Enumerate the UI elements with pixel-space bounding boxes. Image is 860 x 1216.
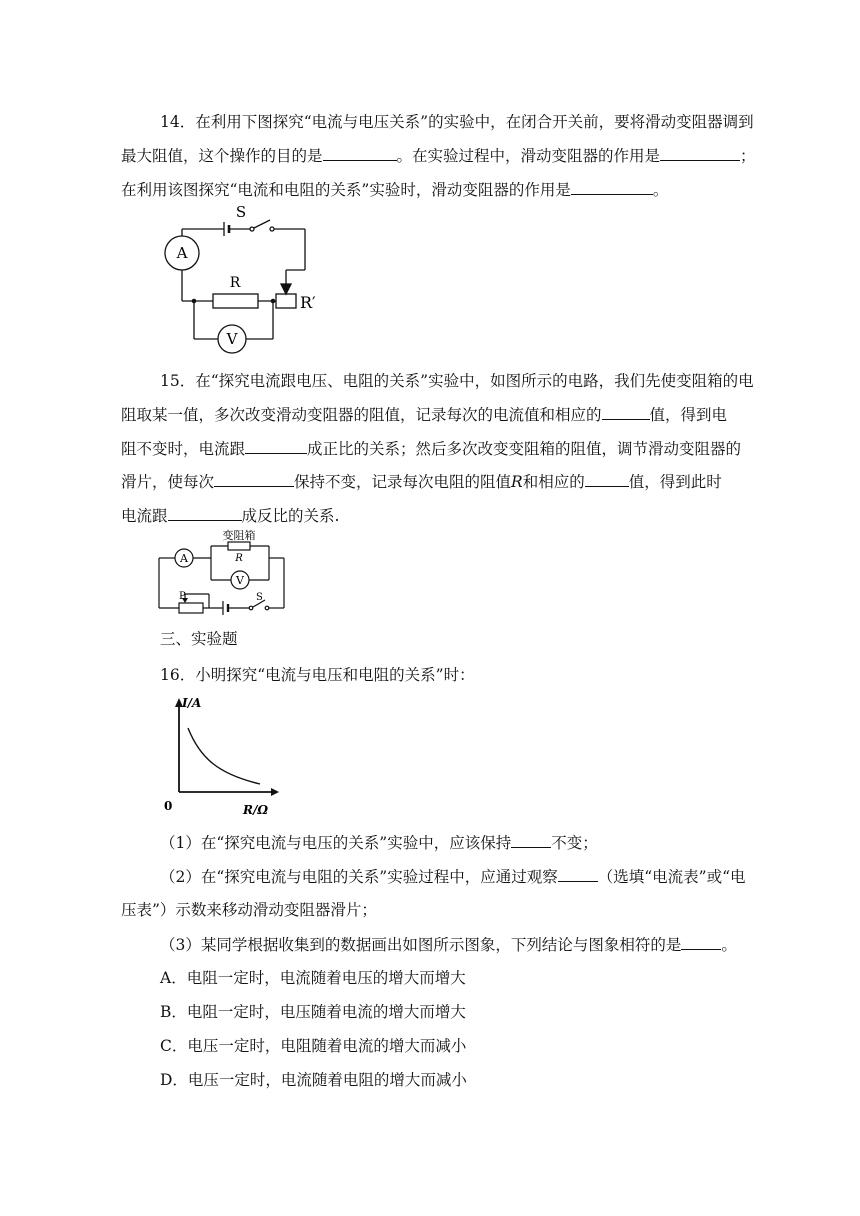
q14-blank-2 [660, 144, 740, 161]
voltmeter-label: V [236, 574, 244, 587]
resistor-label: R [229, 275, 241, 291]
q15-text: 值，得到电 [649, 406, 728, 424]
resistor-label: R [235, 553, 243, 564]
curve-line [188, 728, 260, 784]
q16-graph [160, 692, 285, 818]
switch-label: S [256, 592, 263, 603]
q15-line-2 [121, 403, 727, 426]
q16-text: （2）在“探究电流与电阻的关系”实验过程中，应通过观察 [160, 868, 558, 886]
q15-text: 值，得到此时 [628, 473, 722, 491]
q15-blank-3 [214, 470, 294, 487]
q16-text: （1）在“探究电流与电压的关系”实验中，应该保持 [160, 834, 512, 852]
q15-line-1: 15．在“探究电流跟电压、电阻的关系”实验中，如图所示的电路，我们先使变阻箱的电 [160, 372, 754, 390]
option-c: C．电压一定时，电阻随着电流的增大而减小 [160, 1037, 467, 1055]
q14-text: 在利用该图探究“电流和电阻的关系”实验时，滑动变阻器的作用是 [121, 181, 571, 199]
q15-line-4 [121, 470, 722, 493]
q15-text: 滑片，使每次 [121, 473, 215, 491]
q15-blank-2 [245, 437, 307, 454]
q15-line-3 [121, 437, 741, 460]
q14-line-1: 14．在利用下图探究“电流与电压关系”的实验中，在闭合开关前，要将滑动变阻器调到 [160, 113, 754, 131]
resistance-box-label: 变阻箱 [222, 529, 256, 542]
q15-line-5 [121, 504, 339, 527]
section-heading: 三、实验题 [160, 630, 238, 648]
q16-text: （选填“电流表”或“电 [597, 868, 746, 886]
q14-text: 。在实验过程中，滑动变阻器的作用是 [396, 147, 661, 165]
option-d: D．电压一定时，电流随着电阻的增大而减小 [160, 1071, 467, 1089]
q16-part-1 [160, 831, 598, 854]
voltmeter-label: V [226, 330, 238, 348]
ammeter-label: A [176, 244, 188, 262]
slider-label: P [179, 591, 186, 602]
q15-blank-1 [602, 403, 650, 420]
q15-text: 阻取某一值，多次改变滑动变阻器的阻值，记录每次的电流值和相应的 [121, 406, 602, 424]
q15-text: 阻不变时，电流跟 [121, 440, 246, 458]
q16-part-2-cont: 压表”）示数来移动滑动变阻器滑片； [121, 901, 377, 919]
y-axis-label: I/A [182, 696, 202, 710]
q14-blank-1 [323, 144, 397, 161]
x-axis-label: R/Ω [243, 803, 269, 817]
q15-text: 成反比的关系. [241, 507, 340, 525]
ammeter-label: A [180, 552, 188, 565]
q16-stem: 16．小明探究“电流与电压和电阻的关系”时： [160, 666, 475, 684]
q14-line-3 [121, 178, 668, 201]
q14-circuit-diagram [158, 202, 333, 360]
q16-blank-3 [681, 933, 721, 950]
q15-text: 和相应的 [522, 473, 585, 491]
q14-text: ； [740, 147, 756, 165]
q15-text: 保持不变，记录每次电阻的阻值 [294, 473, 512, 491]
q14-blank-3 [571, 178, 653, 195]
origin-label: 0 [164, 799, 173, 813]
q15-text: 电流跟 [121, 507, 168, 525]
q16-text: （3）某同学根据收集到的数据画出如图所示图象，下列结论与图象相符的是 [160, 936, 682, 954]
q14-text: 。 [652, 181, 669, 199]
q16-part-2 [160, 865, 746, 888]
option-b: B．电阻一定时，电压随着电流的增大而增大 [160, 1003, 466, 1021]
q15-blank-4 [585, 470, 629, 487]
q15-variable-r: R [511, 473, 523, 491]
q14-line-2 [121, 144, 756, 167]
q15-text: 成正比的关系；然后多次改变变阻箱的阻值，调节滑动变阻器的 [307, 440, 742, 458]
q15-blank-5 [168, 504, 242, 521]
switch-label: S [235, 203, 247, 221]
q16-blank-1 [511, 831, 551, 848]
q16-text: 。 [721, 936, 737, 954]
q15-circuit-diagram [153, 528, 288, 616]
q16-text: 不变； [551, 834, 598, 852]
rheostat-label: R′ [300, 293, 316, 312]
q16-blank-2 [558, 865, 598, 882]
q16-part-3 [160, 933, 737, 956]
option-a: A．电阻一定时，电流随着电压的增大而增大 [160, 969, 466, 987]
q14-text: 最大阻值，这个操作的目的是 [121, 147, 323, 165]
